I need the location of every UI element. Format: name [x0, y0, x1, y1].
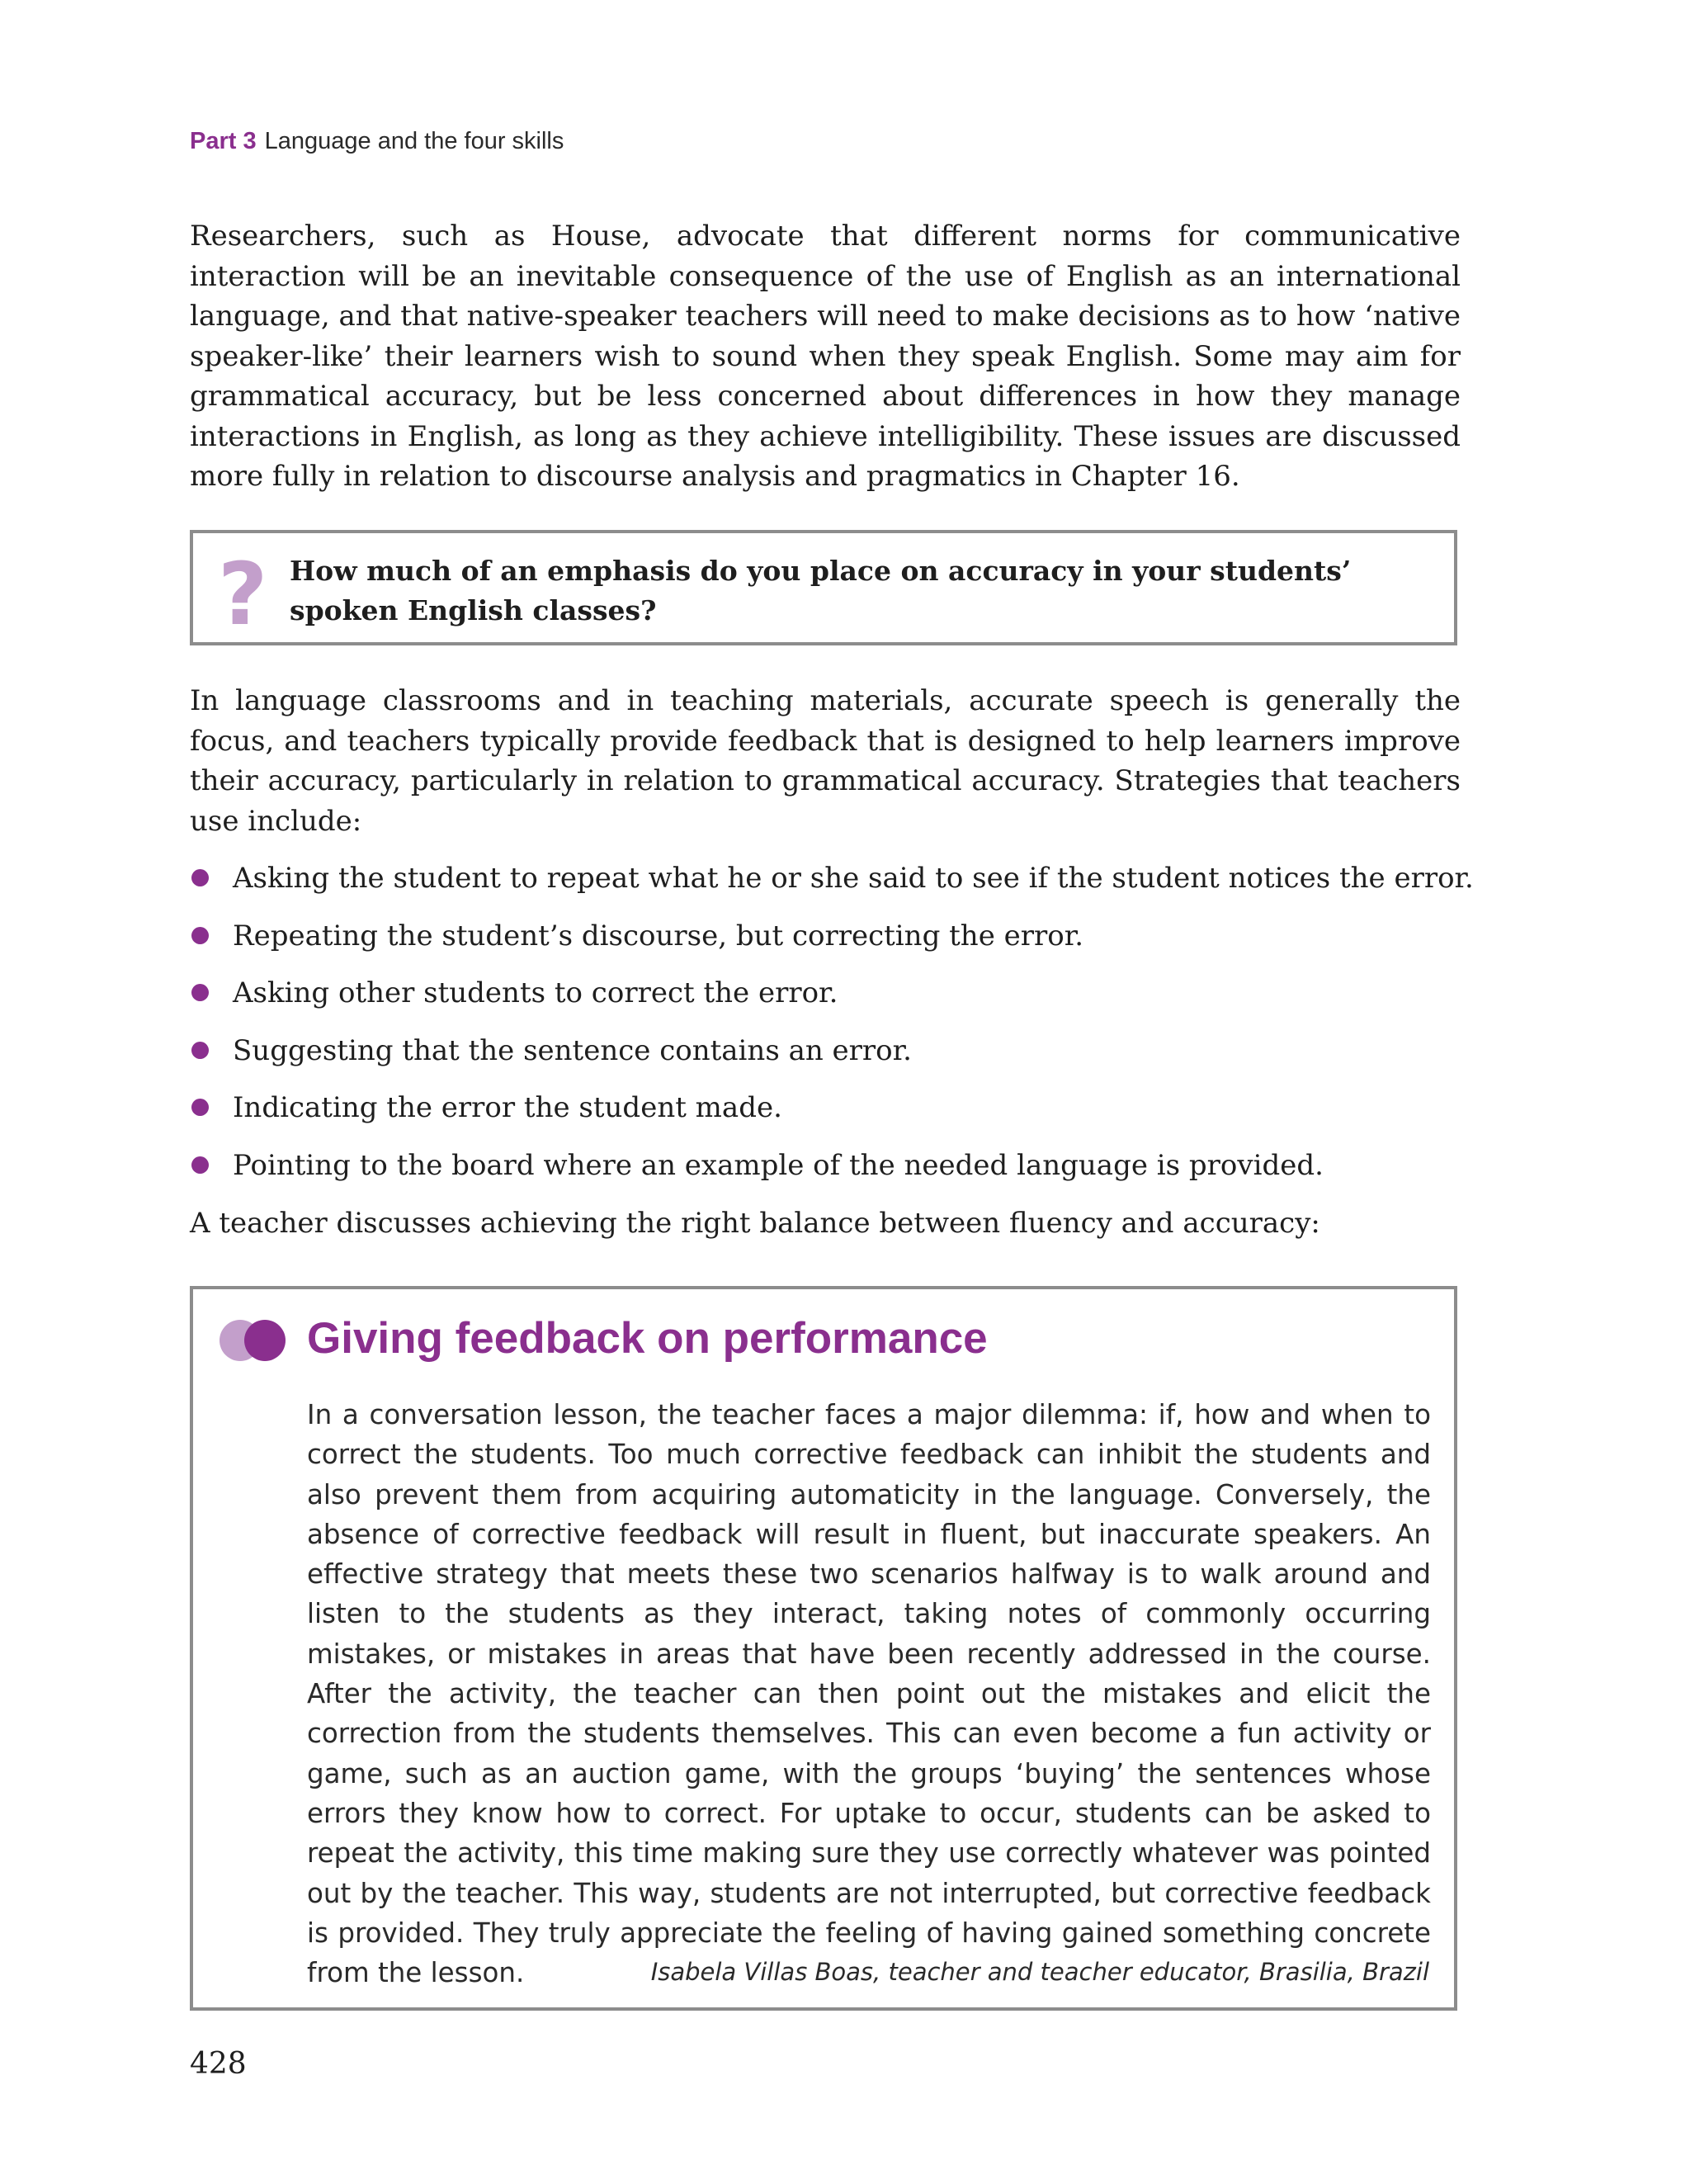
list-item-text: Pointing to the board where an example of the needed language is provided. [233, 1148, 1324, 1182]
list-item [190, 1146, 1477, 1203]
part-label: Part 3 [190, 128, 257, 154]
bullet-dot-icon [191, 927, 209, 944]
list-item [190, 858, 1477, 916]
body-paragraph-2: In language classrooms and in teaching materials, accurate speech is generally the focus, and teachers typically provide feedback that is designed to help learners improve their accuracy, particularly in relation to grammatical accuracy. Strategies that teachers use include: [190, 684, 1461, 838]
speech-circles-icon [220, 1319, 289, 1362]
question-mark-icon: ? [218, 544, 268, 645]
reflection-question-box [190, 530, 1457, 645]
list-item [190, 1088, 1477, 1146]
bullet-dot-icon [191, 984, 209, 1001]
page-number: 428 [190, 2047, 247, 2081]
list-item [190, 916, 1477, 974]
running-head [190, 128, 564, 155]
quote-attribution: Isabela Villas Boas, teacher and teacher educator, Brasilia, Brazil [650, 1958, 1429, 1986]
teacher-voice-box [190, 1286, 1457, 2011]
reflection-question-text: How much of an emphasis do you place on accuracy in your students’ spoken English classes? [290, 555, 1352, 626]
bullet-dot-icon [191, 869, 209, 886]
box-body-text: In a conversation lesson, the teacher faces a major dilemma: if, how and when to correct the students. Too much corrective feedback can inhibit the students and also prevent them from acquiring automaticity in the language. Conversely, the absence of corrective feedback will result in fluent, but inaccurate speakers. An effective strategy that meets these two scenarios halfway is to walk around and listen to the students as they interact, taking notes of commonly occurring mistakes, or mistakes in areas that have been recently addressed in the course. After the activity, the teacher can then point out the mistakes and elicit the correction from the students themselves. This can even become a fun activity or game, such as an auction game, with the groups ‘buying’ the sentences whose errors they know how to correct. For uptake to occur, students can be asked to repeat the activity, this time making sure they use correctly whatever was pointed out by the teacher. This way, students are not interrupted, but corrective feedback is provided. They truly appreciate the feeling of having gained something concrete from the lesson. [307, 1399, 1431, 1989]
list-item-text: Asking the student to repeat what he or she said to see if the student notices the error. [233, 862, 1474, 895]
list-item [190, 973, 1477, 1031]
dark-circle-icon [244, 1320, 286, 1361]
list-item [190, 1031, 1477, 1089]
list-item-text: Asking other students to correct the error. [233, 976, 838, 1009]
strategy-list [190, 858, 1477, 1203]
body-paragraph-1: Researchers, such as House, advocate that different norms for communicative interaction will be an inevitable consequence of the use of English as an international language, and that native-speaker teachers will need to make decisions as to how ‘native speaker-like’ their learners wish to sound when they speak English. Some may aim for grammatical accuracy, but be less concerned about differences in how they manage interactions in English, as long as they achieve intelligibility. These issues are discussed more fully in relation to discourse analysis and pragmatics in Chapter 16. [190, 220, 1461, 493]
list-item-text: Repeating the student’s discourse, but correcting the error. [233, 919, 1084, 953]
box-title: Giving feedback on performance [307, 1314, 988, 1363]
body-paragraph-3: A teacher discusses achieving the right balance between fluency and accuracy: [190, 1207, 1320, 1240]
bullet-dot-icon [191, 1156, 209, 1174]
bullet-dot-icon [191, 1042, 209, 1059]
bullet-dot-icon [191, 1099, 209, 1116]
list-item-text: Indicating the error the student made. [233, 1091, 782, 1124]
list-item-text: Suggesting that the sentence contains an error. [233, 1033, 912, 1067]
section-title: Language and the four skills [264, 128, 564, 154]
